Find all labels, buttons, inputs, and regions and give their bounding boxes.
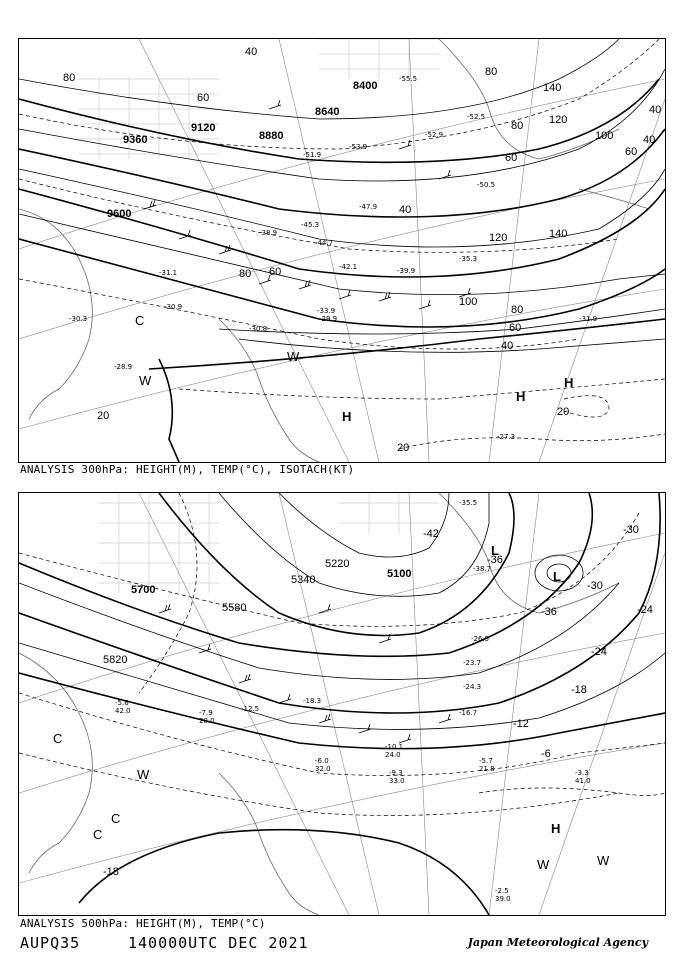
chart-300hpa <box>18 38 666 463</box>
station-value: -2.5 <box>495 887 509 895</box>
graticule <box>19 39 665 462</box>
isotach-label: 40 <box>643 134 656 146</box>
isotach-label: 60 <box>269 266 282 278</box>
cold-center-marker: C <box>111 811 121 826</box>
isotach-label: 140 <box>549 228 568 240</box>
temperature-value: -30.3 <box>69 315 88 323</box>
caption-500hpa: ANALYSIS 500hPa: HEIGHT(M), TEMP(°C) <box>20 917 266 930</box>
isotherm-label: -12 <box>513 718 529 730</box>
chart-500hpa <box>18 492 666 916</box>
isotach-label: 80 <box>63 72 76 84</box>
station-value: -23.7 <box>463 659 482 667</box>
height-label: 5220 <box>325 558 350 570</box>
isotach-label: 40 <box>501 340 514 352</box>
cold-center-marker: C <box>93 827 103 842</box>
temperature-value: -35.3 <box>459 255 478 263</box>
isotach-label: 80 <box>239 268 252 280</box>
cold-center-marker: C <box>53 731 63 746</box>
isotherm-label: -24 <box>637 604 653 616</box>
temperature-value: -55.5 <box>399 75 418 83</box>
temperature-value: -42.1 <box>339 263 358 271</box>
station-value: -6.0 <box>315 757 329 765</box>
station-value: -38.7 <box>473 565 492 573</box>
station-value: 41.0 <box>575 777 591 785</box>
agency-name: Japan Meteorological Agency <box>467 936 648 949</box>
temperature-value: -47.9 <box>359 203 378 211</box>
height-label: 5700 <box>131 584 156 596</box>
station-value: -5.6 <box>115 699 129 707</box>
cold-center-marker: C <box>135 313 145 328</box>
temperature-value: -45.3 <box>301 221 320 229</box>
warm-center-marker: W <box>287 349 300 364</box>
isotach-label: 120 <box>489 232 508 244</box>
isotach-label: 20 <box>97 410 110 422</box>
high-pressure-marker: H <box>564 375 574 390</box>
temperature-value: -44.7 <box>315 239 334 247</box>
height-label: 5820 <box>103 654 128 666</box>
temperature-value: -33.9 <box>317 307 336 315</box>
height-label: 9120 <box>191 122 216 134</box>
isotach-label: 40 <box>245 46 258 58</box>
isotach-label: 80 <box>511 120 524 132</box>
isotherm-label: -36 <box>487 554 503 566</box>
isotherm-label: -18 <box>103 866 119 878</box>
isotherm-label: -30 <box>587 580 603 592</box>
isotach-label: 100 <box>459 296 478 308</box>
map-500hpa <box>19 493 665 915</box>
isotherm-label: -18 <box>571 684 587 696</box>
station-value: 42.0 <box>115 707 131 715</box>
station-value: 21.8 <box>479 765 495 773</box>
isotach-label: 60 <box>505 152 518 164</box>
valid-time: 140000UTC DEC 2021 <box>128 934 309 952</box>
height-label: 8880 <box>259 130 284 142</box>
isotherm-label: -42 <box>423 528 439 540</box>
station-value: -35.5 <box>459 499 478 507</box>
caption-300hpa: ANALYSIS 300hPa: HEIGHT(M), TEMP(°C), ISOTACH(KT) <box>20 463 355 476</box>
station-value: 24.0 <box>385 751 401 759</box>
temperature-value: -52.5 <box>467 113 486 121</box>
isotach-label: 60 <box>509 322 522 334</box>
temperature-value: -53.9 <box>349 143 368 151</box>
temperature-value: -28.9 <box>114 363 133 371</box>
station-value: -10.1 <box>385 743 404 751</box>
height-label: 9360 <box>123 134 148 146</box>
station-value: -7.9 <box>199 709 213 717</box>
temperature-value: -39.9 <box>397 267 416 275</box>
height-label: 5580 <box>222 602 247 614</box>
station-value: 32.0 <box>315 765 331 773</box>
isotach-label: 20 <box>557 406 570 418</box>
height-label: 5100 <box>387 568 412 580</box>
temperature-value: -50.5 <box>477 181 496 189</box>
temperature-value: -27.3 <box>497 433 516 441</box>
temperature-value: -29.9 <box>319 315 338 323</box>
temperature-value: -31.9 <box>579 315 598 323</box>
low-pressure-marker: L <box>553 569 561 584</box>
station-value: -12.5 <box>241 705 260 713</box>
temperature-value: -31.1 <box>159 269 178 277</box>
station-value: -16.7 <box>459 709 478 717</box>
warm-center-marker: W <box>597 853 610 868</box>
station-value: 33.0 <box>389 777 405 785</box>
high-pressure-marker: H <box>516 389 526 404</box>
height-label: 8640 <box>315 106 340 118</box>
low-pressure-marker: L <box>491 543 499 558</box>
temperature-value: -51.9 <box>303 151 322 159</box>
station-value: -24.3 <box>463 683 482 691</box>
product-id: AUPQ35 <box>20 934 81 952</box>
isotach-label: 100 <box>595 130 614 142</box>
height-label: 9600 <box>107 208 132 220</box>
warm-center-marker: W <box>137 767 150 782</box>
high-pressure-marker: H <box>342 409 352 424</box>
station-value: -26.5 <box>471 635 490 643</box>
isotherm-label: -24 <box>591 646 607 658</box>
isotach-label: 140 <box>543 82 562 94</box>
temperature-value: -30.9 <box>164 303 183 311</box>
station-value: 39.0 <box>495 895 511 903</box>
isotach-label: 60 <box>625 146 638 158</box>
map-300hpa <box>19 39 665 462</box>
temperature-value: -30.8 <box>249 325 268 333</box>
isotach-label: 80 <box>485 66 498 78</box>
isotherm-label: -30 <box>623 524 639 536</box>
contours-thin <box>19 493 665 729</box>
warm-center-marker: W <box>537 857 550 872</box>
warm-center-marker: W <box>139 373 152 388</box>
isotach-label: 20 <box>397 442 410 454</box>
station-value: -18.3 <box>303 697 322 705</box>
station-value: -3.3 <box>575 769 589 777</box>
isotherm-label: -6 <box>541 748 551 760</box>
isotach-label: 60 <box>197 92 210 104</box>
isotach-label: 80 <box>511 304 524 316</box>
high-pressure-marker: H <box>551 821 561 836</box>
height-label: 5340 <box>291 574 316 586</box>
temperature-value: -38.9 <box>259 229 278 237</box>
height-label: 8400 <box>353 80 378 92</box>
isotach-label: 40 <box>649 104 662 116</box>
station-value: -9.3 <box>389 769 403 777</box>
isotach-label: 40 <box>399 204 412 216</box>
temperature-value: -52.9 <box>425 131 444 139</box>
station-value: -5.7 <box>479 757 493 765</box>
isotherm-label: -36 <box>541 606 557 618</box>
isotach-label: 120 <box>549 114 568 126</box>
station-value: 28.0 <box>199 717 215 725</box>
